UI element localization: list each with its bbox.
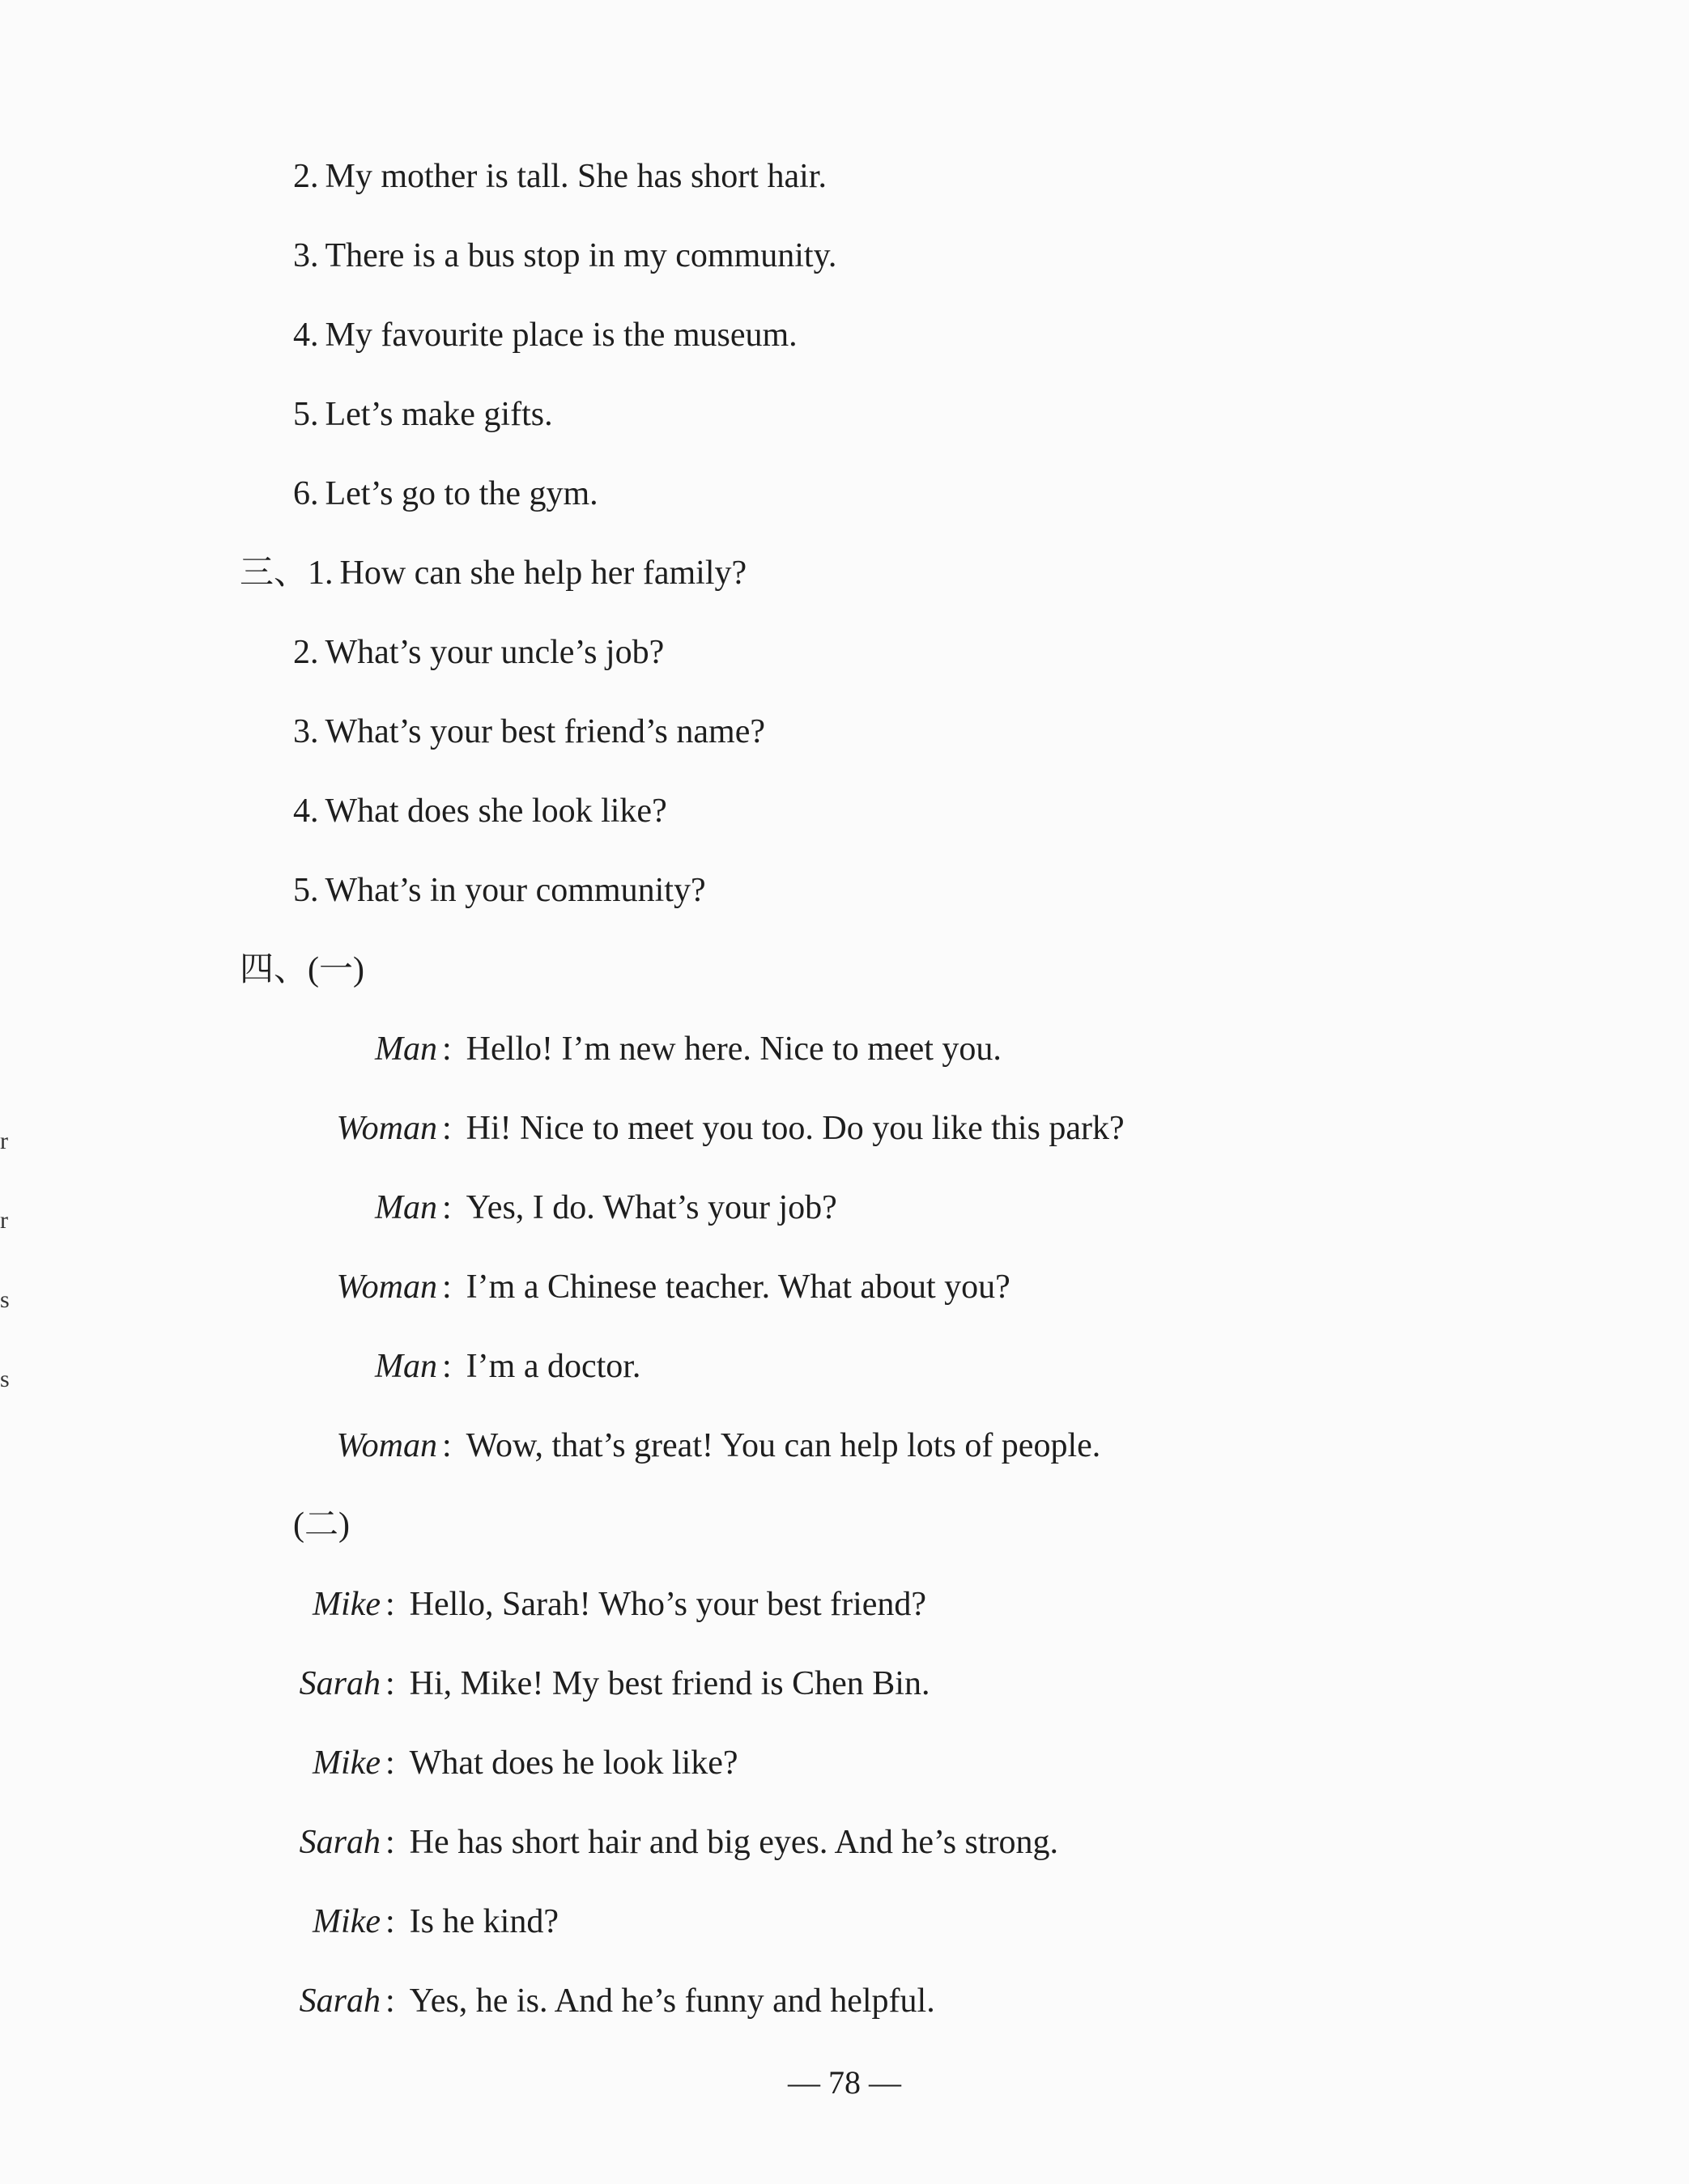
dialogue-line: Sarah : Yes, he is. And he’s funny and helpful. bbox=[267, 1981, 935, 2021]
list-item: 2. What’s your uncle’s job? bbox=[293, 634, 665, 671]
section-marker: 四、 bbox=[240, 951, 308, 988]
dialogue-text: Wow, that’s great! You can help lots of people. bbox=[466, 1427, 1101, 1464]
dialogue-line: Man : Hello! I’m new here. Nice to meet you. bbox=[194, 1029, 1002, 1069]
dialogue-line: Woman : Hi! Nice to meet you too. Do you like this park? bbox=[194, 1108, 1125, 1149]
list-item: 5. What’s in your community? bbox=[293, 872, 706, 909]
speaker-name: Woman bbox=[336, 1427, 437, 1464]
dialogue-text: Yes, I do. What’s your job? bbox=[466, 1189, 837, 1226]
dialogue-text: I’m a Chinese teacher. What about you? bbox=[466, 1268, 1010, 1306]
margin-fragment: s bbox=[0, 1366, 10, 1392]
list-item: 5. Let’s make gifts. bbox=[293, 396, 553, 433]
speaker-name: Sarah bbox=[299, 1824, 381, 1861]
list-item: 4. My favourite place is the museum. bbox=[293, 317, 798, 354]
dialogue-text: Is he kind? bbox=[409, 1903, 559, 1940]
section-marker: 三、 bbox=[240, 554, 308, 592]
dialogue-line: Sarah : He has short hair and big eyes. And he’s strong. bbox=[267, 1822, 1058, 1863]
list-item: 2. My mother is tall. She has short hair. bbox=[293, 158, 827, 195]
speaker-name: Woman bbox=[336, 1110, 437, 1147]
dialogue-text: What does he look like? bbox=[409, 1744, 738, 1782]
speaker-name: Mike bbox=[313, 1744, 381, 1782]
dialogue-line: Sarah : Hi, Mike! My best friend is Chen Bin. bbox=[267, 1663, 930, 1704]
dialogue-text: He has short hair and big eyes. And he’s strong. bbox=[409, 1824, 1059, 1861]
dialogue-line: Woman : Wow, that’s great! You can help lots of people. bbox=[194, 1426, 1100, 1466]
list-item: 6. Let’s go to the gym. bbox=[293, 475, 598, 512]
speaker-name: Sarah bbox=[299, 1665, 381, 1702]
dialogue-text: Hello, Sarah! Who’s your best friend? bbox=[409, 1586, 927, 1623]
dialogue-line: Man : I’m a doctor. bbox=[194, 1346, 640, 1387]
list-item: 4. What does she look like? bbox=[293, 792, 667, 830]
dialogue-text: Hi, Mike! My best friend is Chen Bin. bbox=[409, 1665, 930, 1702]
speaker-name: Mike bbox=[313, 1903, 381, 1940]
dialogue-text: Hello! I’m new here. Nice to meet you. bbox=[466, 1030, 1002, 1068]
list-item: 3. There is a bus stop in my community. bbox=[293, 237, 837, 274]
part-label: (一) bbox=[308, 951, 364, 988]
dialogue-line: Woman : I’m a Chinese teacher. What about you? bbox=[194, 1267, 1010, 1307]
part-label: (二) bbox=[293, 1506, 350, 1544]
speaker-name: Man bbox=[375, 1348, 437, 1385]
dialogue-text: I’m a doctor. bbox=[466, 1348, 641, 1385]
speaker-name: Woman bbox=[336, 1268, 437, 1306]
speaker-name: Mike bbox=[313, 1586, 381, 1623]
dialogue-line: Mike : What does he look like? bbox=[267, 1743, 738, 1783]
margin-fragment: s bbox=[0, 1286, 10, 1313]
list-item: 3. What’s your best friend’s name? bbox=[293, 713, 765, 750]
speaker-name: Man bbox=[375, 1189, 437, 1226]
dialogue-line: Mike : Hello, Sarah! Who’s your best friend? bbox=[267, 1584, 926, 1625]
dialogue-line: Mike : Is he kind? bbox=[267, 1901, 559, 1942]
speaker-name: Man bbox=[375, 1030, 437, 1068]
dialogue-line: Man : Yes, I do. What’s your job? bbox=[194, 1188, 837, 1228]
section-heading bbox=[240, 950, 364, 990]
list-item: 三、1. How can she help her family? bbox=[240, 554, 747, 592]
dialogue-text: Yes, he is. And he’s funny and helpful. bbox=[409, 1982, 935, 2020]
dialogue-text: Hi! Nice to meet you too. Do you like this park? bbox=[466, 1110, 1125, 1147]
margin-fragment: r bbox=[0, 1207, 8, 1234]
page-number: — 78 — bbox=[788, 2064, 901, 2101]
margin-fragment: r bbox=[0, 1128, 8, 1154]
speaker-name: Sarah bbox=[299, 1982, 381, 2020]
